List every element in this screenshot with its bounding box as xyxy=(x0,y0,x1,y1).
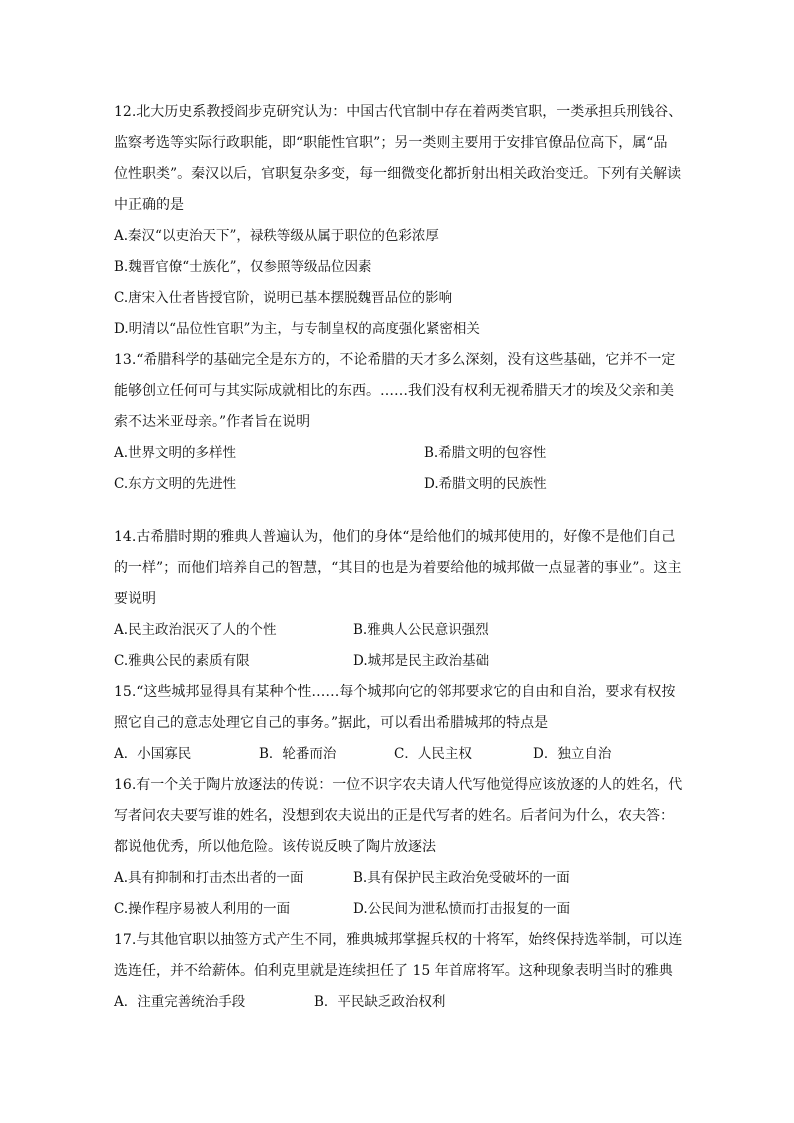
question-15-line-1: 15.“这些城邦显得具有某种个性……每个城邦向它的邻邦要求它的自由和自治，要求有权按 xyxy=(114,684,676,700)
question-13-option-row-2 xyxy=(114,469,684,500)
question-16-line-2: 写者问农夫要写谁的姓名，没想到农夫说出的正是代写者的姓名。后者问为什么，农夫答： xyxy=(114,808,674,824)
question-14-option-row-1 xyxy=(114,615,684,646)
question-13-option-d: D.希腊文明的民族性 xyxy=(424,476,547,492)
question-13-option-c: C.东方文明的先进性 xyxy=(114,476,237,492)
question-15-option-c: C．人民主权 xyxy=(394,746,472,762)
question-12-option-c: C.唐宋入仕者皆授官阶，说明已基本摆脱魏晋品位的影响 xyxy=(114,290,453,306)
question-14 xyxy=(114,522,684,677)
question-12-option-d: D.明清以“品位性官职”为主，与专制皇权的高度强化紧密相关 xyxy=(114,321,480,337)
question-15-option-row xyxy=(114,739,684,770)
question-16-option-c: C.操作程序易被人利用的一面 xyxy=(114,901,291,917)
question-12-line-3: 位性职类”。秦汉以后，官职复杂多变，每一细微变化都折射出相关政治变迁。下列有关解读 xyxy=(114,166,682,182)
question-12 xyxy=(114,97,684,345)
question-16 xyxy=(114,770,684,925)
question-17-option-row xyxy=(114,987,684,1018)
question-16-option-d: D.公民间为泄私愤而打击报复的一面 xyxy=(353,901,571,917)
question-14-option-d: D.城邦是民主政治基础 xyxy=(353,653,490,669)
question-16-option-row-2 xyxy=(114,894,684,925)
question-13-option-row-1 xyxy=(114,438,684,469)
question-15-option-a: A．小国寡民 xyxy=(114,746,192,762)
question-17 xyxy=(114,925,684,1018)
question-14-line-2: 的一样”；而他们培养自己的智慧，“其目的也是为着要给他的城邦做一点显著的事业”。这主 xyxy=(114,560,682,576)
question-17-option-a: A．注重完善统治手段 xyxy=(114,994,246,1010)
question-13-option-b: B.希腊文明的包容性 xyxy=(424,445,547,461)
question-16-option-row-1 xyxy=(114,863,684,894)
exam-page xyxy=(114,97,684,1018)
question-15-line-2: 照它自己的意志处理它自己的事务。”据此，可以看出希腊城邦的特点是 xyxy=(114,715,549,731)
question-16-line-3: 都说他优秀，所以他危险。该传说反映了陶片放逐法 xyxy=(114,839,436,855)
question-16-line-1: 16.有一个关于陶片放逐法的传说：一位不识字农夫请人代写他觉得应该放逐的人的姓名，代 xyxy=(114,777,683,793)
question-14-option-c: C.雅典公民的素质有限 xyxy=(114,653,250,669)
question-15-option-d: D．独立自治 xyxy=(533,746,612,762)
question-14-line-1: 14.古希腊时期的雅典人普遍认为，他们的身体“是给他们的城邦使用的，好像不是他们自己 xyxy=(114,529,676,545)
question-12-line-2: 监察考选等实际行政职能，即“职能性官职”；另一类则主要用于安排官僚品位高下，属“品 xyxy=(114,135,668,151)
question-13 xyxy=(114,345,684,500)
question-13-line-1: 13.“希腊科学的基础完全是东方的，不论希腊的天才多么深刻，没有这些基础，它并不一定 xyxy=(114,352,676,368)
question-15-option-b: B．轮番而治 xyxy=(259,746,337,762)
question-13-line-2: 能够创立任何可与其实际成就相比的东西。……我们没有权利无视希腊天才的埃及父亲和美 xyxy=(114,383,674,399)
question-15 xyxy=(114,677,684,770)
question-16-option-b: B.具有保护民主政治免受破坏的一面 xyxy=(353,870,570,886)
question-17-option-b: B．平民缺乏政治权利 xyxy=(314,994,446,1010)
question-13-option-a: A.世界文明的多样性 xyxy=(114,445,237,461)
question-14-option-a: A.民主政治泯灭了人的个性 xyxy=(114,622,277,638)
question-14-option-row-2 xyxy=(114,646,684,677)
spacer xyxy=(114,500,684,522)
question-16-option-a: A.具有抑制和打击杰出者的一面 xyxy=(114,870,304,886)
question-12-option-a: A.秦汉“以吏治天下”，禄秩等级从属于职位的色彩浓厚 xyxy=(114,228,439,244)
question-12-option-b: B.魏晋官僚“士族化”，仅参照等级品位因素 xyxy=(114,259,372,275)
question-17-line-1: 17.与其他官职以抽签方式产生不同，雅典城邦掌握兵权的十将军，始终保持选举制，可以连 xyxy=(114,932,683,948)
question-13-line-3: 索不达米亚母亲。”作者旨在说明 xyxy=(114,414,311,430)
question-14-line-3: 要说明 xyxy=(114,591,156,607)
question-12-line-4: 中正确的是 xyxy=(114,197,184,213)
question-14-option-b: B.雅典人公民意识强烈 xyxy=(353,622,489,638)
question-12-line-1: 12.北大历史系教授阎步克研究认为：中国古代官制中存在着两类官职，一类承担兵刑钱谷、 xyxy=(114,104,683,120)
question-17-line-2: 选连任，并不给薪体。伯利克里就是连续担任了 15 年首席将军。这种现象表明当时的雅典 xyxy=(114,963,673,979)
